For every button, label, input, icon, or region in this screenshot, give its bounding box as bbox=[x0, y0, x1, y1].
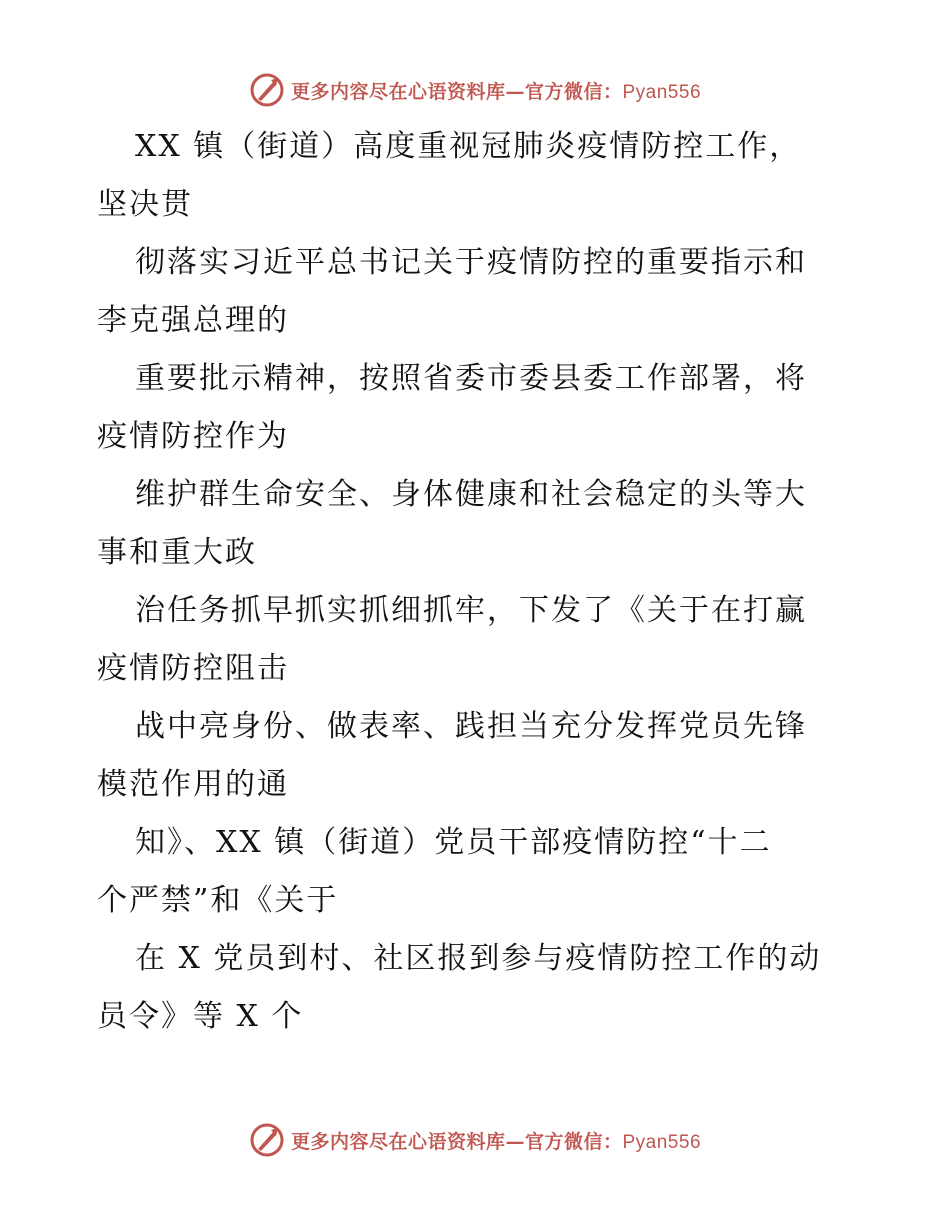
text-line: 疫情防控作为 bbox=[97, 419, 289, 454]
text-line: 在 X 党员到村、社区报到参与疫情防控工作的动 bbox=[135, 941, 822, 976]
document-body bbox=[97, 118, 857, 1046]
quill-pen-logo-icon bbox=[249, 72, 285, 108]
text-line: 事和重大政 bbox=[97, 535, 257, 570]
footer-wechat-id: Pyan556 bbox=[622, 1131, 702, 1153]
header-banner-text: 更多内容尽在心语资料库—官方微信：Pyan556 bbox=[290, 80, 702, 103]
quill-pen-logo-icon bbox=[249, 1122, 285, 1158]
text-line: 个严禁”和《关于 bbox=[97, 883, 339, 918]
footer-banner bbox=[0, 1120, 950, 1160]
text-line: 员令》等 X 个 bbox=[97, 999, 304, 1034]
footer-banner-text: 更多内容尽在心语资料库—官方微信：Pyan556 bbox=[290, 1130, 702, 1153]
text-line: 重要批示精神，按照省委市委县委工作部署，将 bbox=[135, 361, 807, 396]
text-line: 治任务抓早抓实抓细抓牢，下发了《关于在打赢 bbox=[135, 593, 807, 628]
text-line: XX 镇（街道）高度重视冠肺炎疫情防控工作， bbox=[135, 129, 802, 164]
text-line: 模范作用的通 bbox=[97, 767, 289, 802]
text-line: 李克强总理的 bbox=[97, 303, 289, 338]
text-line: 战中亮身份、做表率、践担当充分发挥党员先锋 bbox=[135, 709, 807, 744]
text-line: 疫情防控阻击 bbox=[97, 651, 289, 686]
header-banner bbox=[0, 70, 950, 110]
text-line: 坚决贯 bbox=[97, 187, 193, 222]
text-line: 维护群生命安全、身体健康和社会稳定的头等大 bbox=[135, 477, 807, 512]
text-line: 彻落实习近平总书记关于疫情防控的重要指示和 bbox=[135, 245, 807, 280]
header-wechat-id: Pyan556 bbox=[622, 81, 702, 103]
text-line: 知》、XX 镇（街道）党员干部疫情防控“十二 bbox=[135, 825, 772, 860]
